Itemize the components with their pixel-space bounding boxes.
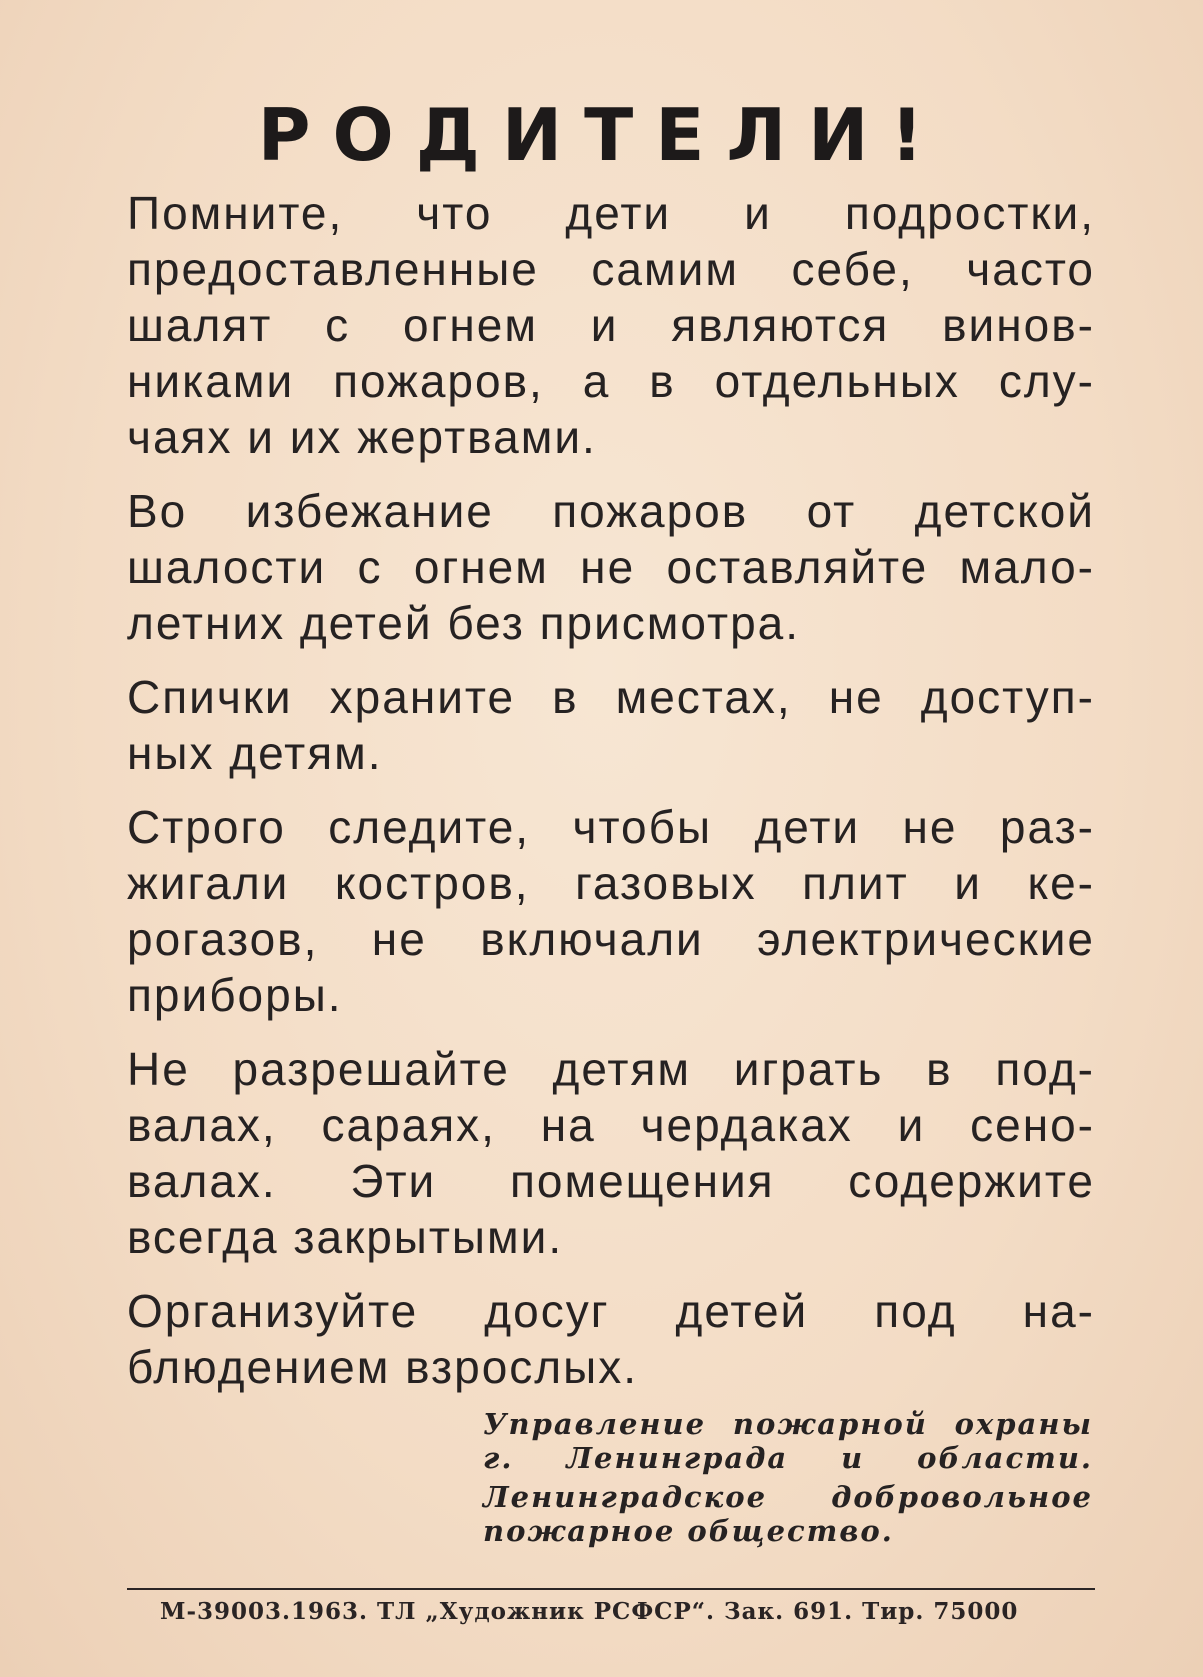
text-line: жигали костров, газовых плит и ке- [127, 857, 1095, 909]
footer-divider [127, 1588, 1095, 1590]
text-line: никами пожаров, а в отдельных слу- [127, 355, 1095, 407]
signature-line: Ленинградское добровольное [483, 1480, 1093, 1514]
text-line: валах. Эти помещения содержите [127, 1155, 1095, 1207]
text-line: шалости с огнем не оставляйте мало- [127, 541, 1095, 593]
text-line: Не разрешайте детям играть в под- [127, 1043, 1095, 1095]
text-line: Организуйте досуг детей под на- [127, 1285, 1095, 1337]
text-line: рогазов, не включали электрические [127, 913, 1095, 965]
text-line: предоставленные самим себе, часто [127, 243, 1095, 295]
text-line: приборы. [127, 969, 343, 1021]
text-line: блюдением взрослых. [127, 1341, 638, 1393]
text-line: Спички храните в местах, не доступ- [127, 671, 1095, 723]
text-line: чаях и их жертвами. [127, 411, 597, 463]
text-line: летних детей без присмотра. [127, 597, 801, 649]
signature-fire-society [483, 1480, 1093, 1548]
text-line: всегда закрытыми. [127, 1211, 564, 1263]
paragraph-1 [127, 185, 1095, 465]
text-line: Строго следите, чтобы дети не раз- [127, 801, 1095, 853]
text-line: Во избежание пожаров от детской [127, 485, 1095, 537]
text-line: валах, сараях, на чердаках и сено- [127, 1099, 1095, 1151]
paragraph-3 [127, 669, 1095, 781]
text-line: шалят с огнем и являются винов- [127, 299, 1095, 351]
signature-fire-department [483, 1407, 1093, 1475]
text-line: ных детям. [127, 727, 383, 779]
text-line: Помните, что дети и подростки, [127, 187, 1095, 239]
paragraph-5 [127, 1041, 1095, 1265]
signature-line: Управление пожарной охраны [483, 1407, 1093, 1441]
body-text [127, 185, 1095, 1413]
page-title: РОДИТЕЛИ! [257, 93, 946, 177]
paragraph-4 [127, 799, 1095, 1023]
print-imprint: М-39003.1963. ТЛ „Художник РСФСР“. Зак. 691. Тир. 75000 [160, 1598, 1019, 1625]
signature-line: г. Ленинграда и области. [483, 1441, 1093, 1475]
paragraph-2 [127, 483, 1095, 651]
signature-line: пожарное общество. [483, 1514, 894, 1548]
paragraph-6 [127, 1283, 1095, 1395]
